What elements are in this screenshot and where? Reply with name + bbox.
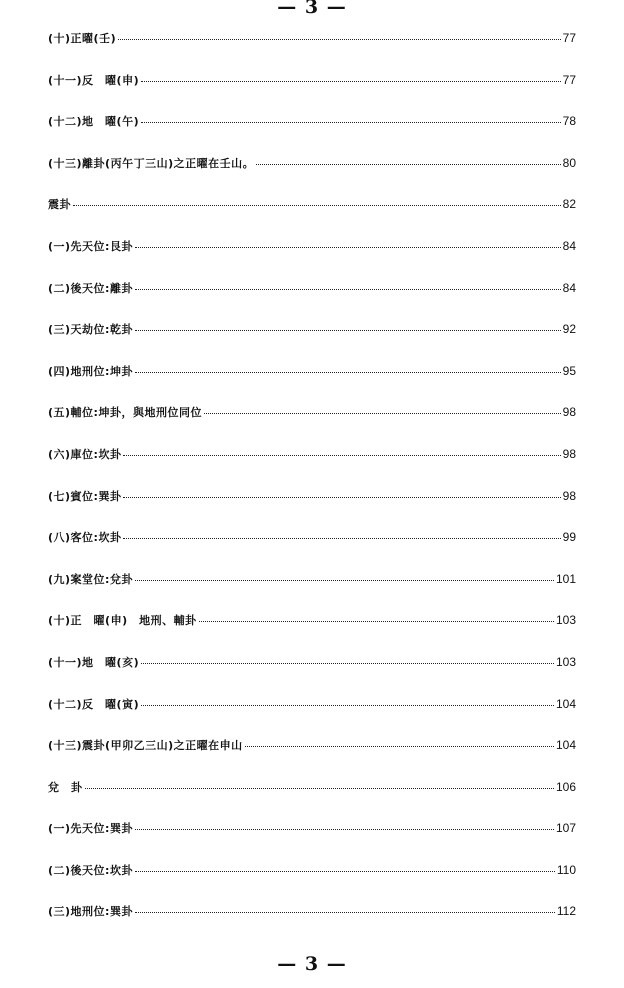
toc-entry-title: (十)正 曜(申) 地刑、輔卦 xyxy=(48,614,197,628)
dot-leader xyxy=(141,80,561,82)
toc-entry-page: 78 xyxy=(562,114,576,129)
toc-entry[interactable] xyxy=(48,196,576,238)
toc-entry[interactable] xyxy=(48,612,576,654)
toc-entry-title: (二)後天位:坎卦 xyxy=(48,863,133,877)
dot-leader xyxy=(135,329,561,331)
dot-leader xyxy=(199,620,554,622)
toc-entry-page: 101 xyxy=(555,571,576,586)
toc-entry-page: 95 xyxy=(562,363,576,378)
toc-entry-title: (四)地刑位:坤卦 xyxy=(48,364,133,378)
toc-entry-page: 98 xyxy=(562,488,576,503)
toc-entry-page: 110 xyxy=(556,862,576,877)
toc-entry-page: 103 xyxy=(555,654,576,669)
toc-entry-page: 80 xyxy=(562,155,576,170)
toc-entry-title: 震卦 xyxy=(48,198,71,212)
toc-entry[interactable] xyxy=(48,654,576,696)
toc-entry-page: 84 xyxy=(562,238,576,253)
toc-entry-page: 107 xyxy=(555,821,576,836)
toc-entry-title: (十一)地 曜(亥) xyxy=(48,655,140,669)
toc-entry[interactable] xyxy=(48,820,576,862)
toc-entry-page: 92 xyxy=(562,322,576,337)
toc-entry[interactable] xyxy=(48,363,576,405)
toc-entry-page: 82 xyxy=(562,197,576,212)
toc-entry-title: (五)輔位:坤卦，與地刑位同位 xyxy=(48,406,202,420)
table-of-contents xyxy=(48,30,576,945)
toc-entry-title: (一)先天位:巽卦 xyxy=(48,822,133,836)
toc-entry-title: (三)地刑位:巽卦 xyxy=(48,905,133,919)
dot-leader xyxy=(135,828,554,830)
toc-entry-page: 106 xyxy=(555,779,576,794)
dot-leader xyxy=(135,911,555,913)
toc-entry-page: 84 xyxy=(562,280,576,295)
toc-entry-title: (十二)地 曜(午) xyxy=(48,115,140,129)
toc-entry-page: 112 xyxy=(556,904,576,919)
dot-leader xyxy=(141,121,561,123)
toc-entry[interactable] xyxy=(48,737,576,779)
toc-entry[interactable] xyxy=(48,321,576,363)
dot-leader xyxy=(118,38,561,40)
toc-entry[interactable] xyxy=(48,155,576,197)
toc-entry-title: (三)天劫位:乾卦 xyxy=(48,323,133,337)
dot-leader xyxy=(135,246,561,248)
page-number-bottom: — 3 — xyxy=(277,953,347,975)
toc-entry[interactable] xyxy=(48,238,576,280)
toc-entry[interactable] xyxy=(48,696,576,738)
toc-entry-title: (二)後天位:離卦 xyxy=(48,281,133,295)
dot-leader xyxy=(141,704,554,706)
dot-leader xyxy=(256,163,561,165)
dot-leader xyxy=(135,579,554,581)
toc-entry[interactable] xyxy=(48,571,576,613)
dot-leader xyxy=(141,662,554,664)
toc-entry[interactable] xyxy=(48,280,576,322)
toc-entry[interactable] xyxy=(48,779,576,821)
toc-entry-title: (十三)震卦(甲卯乙三山)之正曜在申山 xyxy=(48,739,243,753)
dot-leader xyxy=(123,496,560,498)
toc-entry[interactable] xyxy=(48,72,576,114)
toc-entry-title: (十二)反 曜(寅) xyxy=(48,697,140,711)
toc-entry-page: 104 xyxy=(555,696,576,711)
toc-entry-title: (七)賓位:巽卦 xyxy=(48,489,122,503)
toc-entry-page: 103 xyxy=(555,613,576,628)
toc-entry-title: (九)案堂位:兌卦 xyxy=(48,572,133,586)
dot-leader xyxy=(73,204,561,206)
toc-entry-title: (十一)反 曜(申) xyxy=(48,73,140,87)
dot-leader xyxy=(245,745,554,747)
toc-entry-page: 98 xyxy=(562,446,576,461)
dot-leader xyxy=(123,454,560,456)
toc-entry[interactable] xyxy=(48,903,576,945)
toc-entry-title: (十)正曜(壬) xyxy=(48,32,117,45)
dot-leader xyxy=(135,288,561,290)
toc-entry-title: (十三)離卦(丙午丁三山)之正曜在壬山。 xyxy=(48,156,255,170)
toc-entry[interactable] xyxy=(48,30,576,72)
page-number-top: — 3 — xyxy=(277,0,347,18)
toc-entry-page: 99 xyxy=(562,530,576,545)
toc-entry-page: 77 xyxy=(562,72,576,87)
toc-entry[interactable] xyxy=(48,404,576,446)
toc-entry-page: 77 xyxy=(562,31,576,45)
toc-entry-title: 兌 卦 xyxy=(48,780,83,794)
toc-entry[interactable] xyxy=(48,862,576,904)
dot-leader xyxy=(204,412,561,414)
toc-entry-page: 98 xyxy=(562,405,576,420)
toc-entry[interactable] xyxy=(48,488,576,530)
toc-entry[interactable] xyxy=(48,446,576,488)
toc-entry-title: (八)客位:坎卦 xyxy=(48,531,122,545)
toc-entry-title: (六)庫位:坎卦 xyxy=(48,447,122,461)
dot-leader xyxy=(85,787,554,789)
toc-entry[interactable] xyxy=(48,113,576,155)
toc-entry-page: 104 xyxy=(555,738,576,753)
dot-leader xyxy=(135,371,561,373)
dot-leader xyxy=(135,870,555,872)
toc-entry-title: (一)先天位:艮卦 xyxy=(48,239,133,253)
dot-leader xyxy=(123,537,560,539)
toc-entry[interactable] xyxy=(48,529,576,571)
